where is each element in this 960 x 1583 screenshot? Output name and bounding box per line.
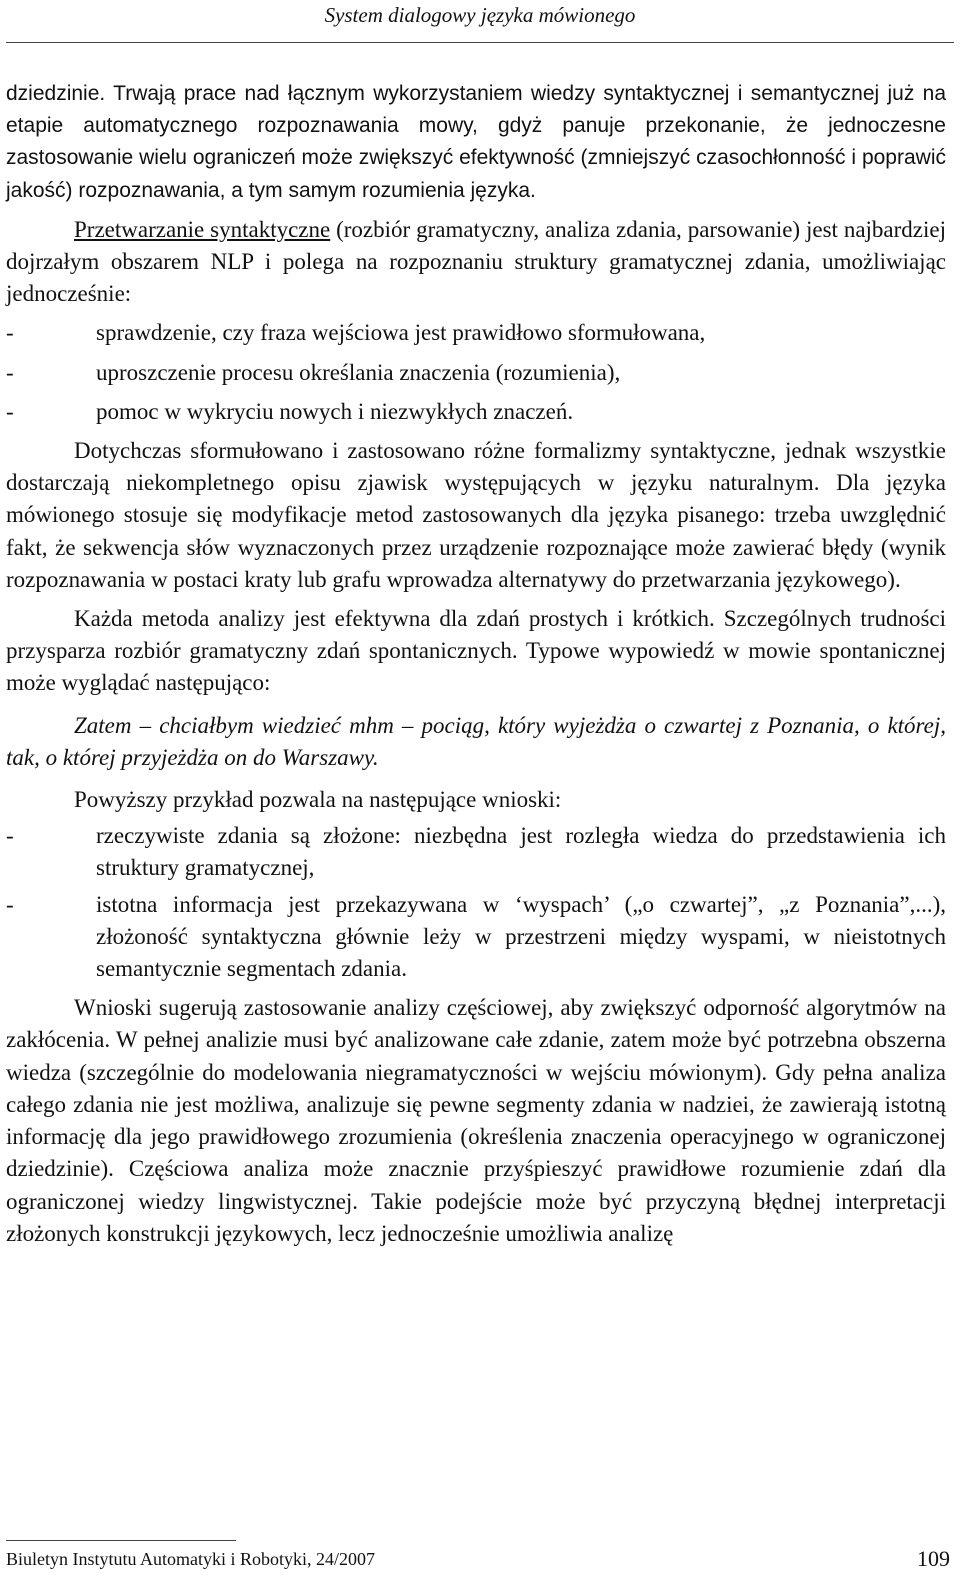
paragraph-2-text: (rozbiór gramatyczny, analiza zdania, parsowanie) jest najbardziej dojrzałym obszarem NLP i polega na rozpoznaniu struktury gramatycznej zdania, umożliwiając jednocześnie: bbox=[6, 216, 946, 307]
running-header: System dialogowy języka mówionego bbox=[324, 3, 636, 27]
paragraph-2 bbox=[6, 214, 946, 311]
list-item-text: pomoc w wykryciu nowych i niezwykłych znaczeń. bbox=[96, 398, 574, 424]
list-item-text: istotna informacja jest przekazywana w ‘wyspach’ („o czwartej”, „z Poznania”,...), złożoność syntaktyczna głównie leży w przestrzeni między wyspami, w nieistotnych semantycznie segmentach zdania. bbox=[96, 891, 946, 982]
list-item bbox=[6, 357, 946, 389]
footer-rule bbox=[6, 1540, 236, 1541]
paragraph-6: Wnioski sugerują zastosowanie analizy częściowej, aby zwiększyć odporność algorytmów na zakłócenia. W pełnej analizie musi być analizowane całe zdanie, zatem może być potrzebna obszerna wiedza (szczególnie do modelowania niegramatyczności w wejściu mówionym). Gdy pełna analiza całego zdania nie jest możliwa, analizuje się pewne segmenty zdania w nadziei, że zawierają istotną informację dla jego prawidłowego zrozumienia (określenia znaczenia operacyjnego w ograniczonej dziedzinie). Częściowa analiza może znacznie przyśpieszyć prawidłowe rozumienie zdań dla ograniczonej wiedzy lingwistycznej. Takie podejście może być przyczyną błędnej interpretacji złożonych konstrukcji językowych, lecz jednocześnie umożliwia analizę bbox=[6, 995, 946, 1246]
list-item bbox=[6, 396, 946, 428]
list-dash: - bbox=[6, 398, 14, 424]
list-item bbox=[6, 317, 946, 349]
list-item-text: rzeczywiste zdania są złożone: niezbędna jest rozległa wiedza do przedstawienia ich struktury gramatycznej, bbox=[96, 823, 946, 881]
list-item-text: sprawdzenie, czy fraza wejściowa jest prawidłowo sformułowana, bbox=[96, 320, 706, 346]
paragraph-3: Dotychczas sformułowano i zastosowano różne formalizmy syntaktyczne, jednak wszystkie dostarczają niekompletnego opisu zjawisk występujących w języku naturalnym. Dla języka mówionego stosuje się modyfikacje metod zastosowanych dla języka pisanego: trzeba uwzględnić fakt, że sekwencja słów wyznaczonych przez urządzenie rozpoznające może zawierać błędy (wynik rozpoznawania w postaci kraty lub grafu wprowadza alternatywy do przetwarzania językowego). bbox=[6, 438, 946, 592]
page-number: 109 bbox=[917, 1546, 950, 1571]
list-dash: - bbox=[6, 320, 14, 346]
page-body bbox=[6, 78, 946, 1250]
paragraph-4: Każda metoda analizy jest efektywna dla zdań prostych i krótkich. Szczególnych trudności przysparza rozbiór gramatyczny zdań spontanicznych. Typowe wypowiedź w mowie spontanicznej może wyglądać następująco: bbox=[6, 606, 946, 696]
list-capabilities bbox=[6, 317, 946, 428]
list-dash: - bbox=[6, 891, 14, 917]
term-syntactic-processing: Przetwarzanie syntaktyczne bbox=[74, 216, 331, 242]
list-dash: - bbox=[6, 823, 14, 849]
list-conclusions bbox=[6, 820, 946, 985]
example-quote: Zatem – chciałbym wiedzieć mhm – pociąg, który wyjeżdża o czwartej z Poznania, o której, tak, o której przyjeżdża on do Warszawy. bbox=[6, 712, 946, 770]
list-item bbox=[6, 820, 946, 884]
paragraph-1: dziedzinie. Trwają prace nad łącznym wykorzystaniem wiedzy syntaktycznej i semantycznej już na etapie automatycznego rozpoznawania mowy, gdyż panuje przekonanie, że jednoczesne zastosowanie wielu ograniczeń może zwiększyć efektywność (zmniejszyć czasochłonność i poprawić jakość) rozpoznawania, a tym samym rozumienia języka. bbox=[6, 82, 946, 202]
list-item-text: uproszczenie procesu określania znaczenia (rozumienia), bbox=[96, 359, 621, 385]
paragraph-5: Powyższy przykład pozwala na następujące wnioski: bbox=[74, 787, 562, 813]
footer-journal: Biuletyn Instytutu Automatyki i Robotyki, 24/2007 bbox=[6, 1549, 376, 1569]
list-dash: - bbox=[6, 359, 14, 385]
header-rule bbox=[6, 42, 954, 43]
list-item bbox=[6, 889, 946, 986]
